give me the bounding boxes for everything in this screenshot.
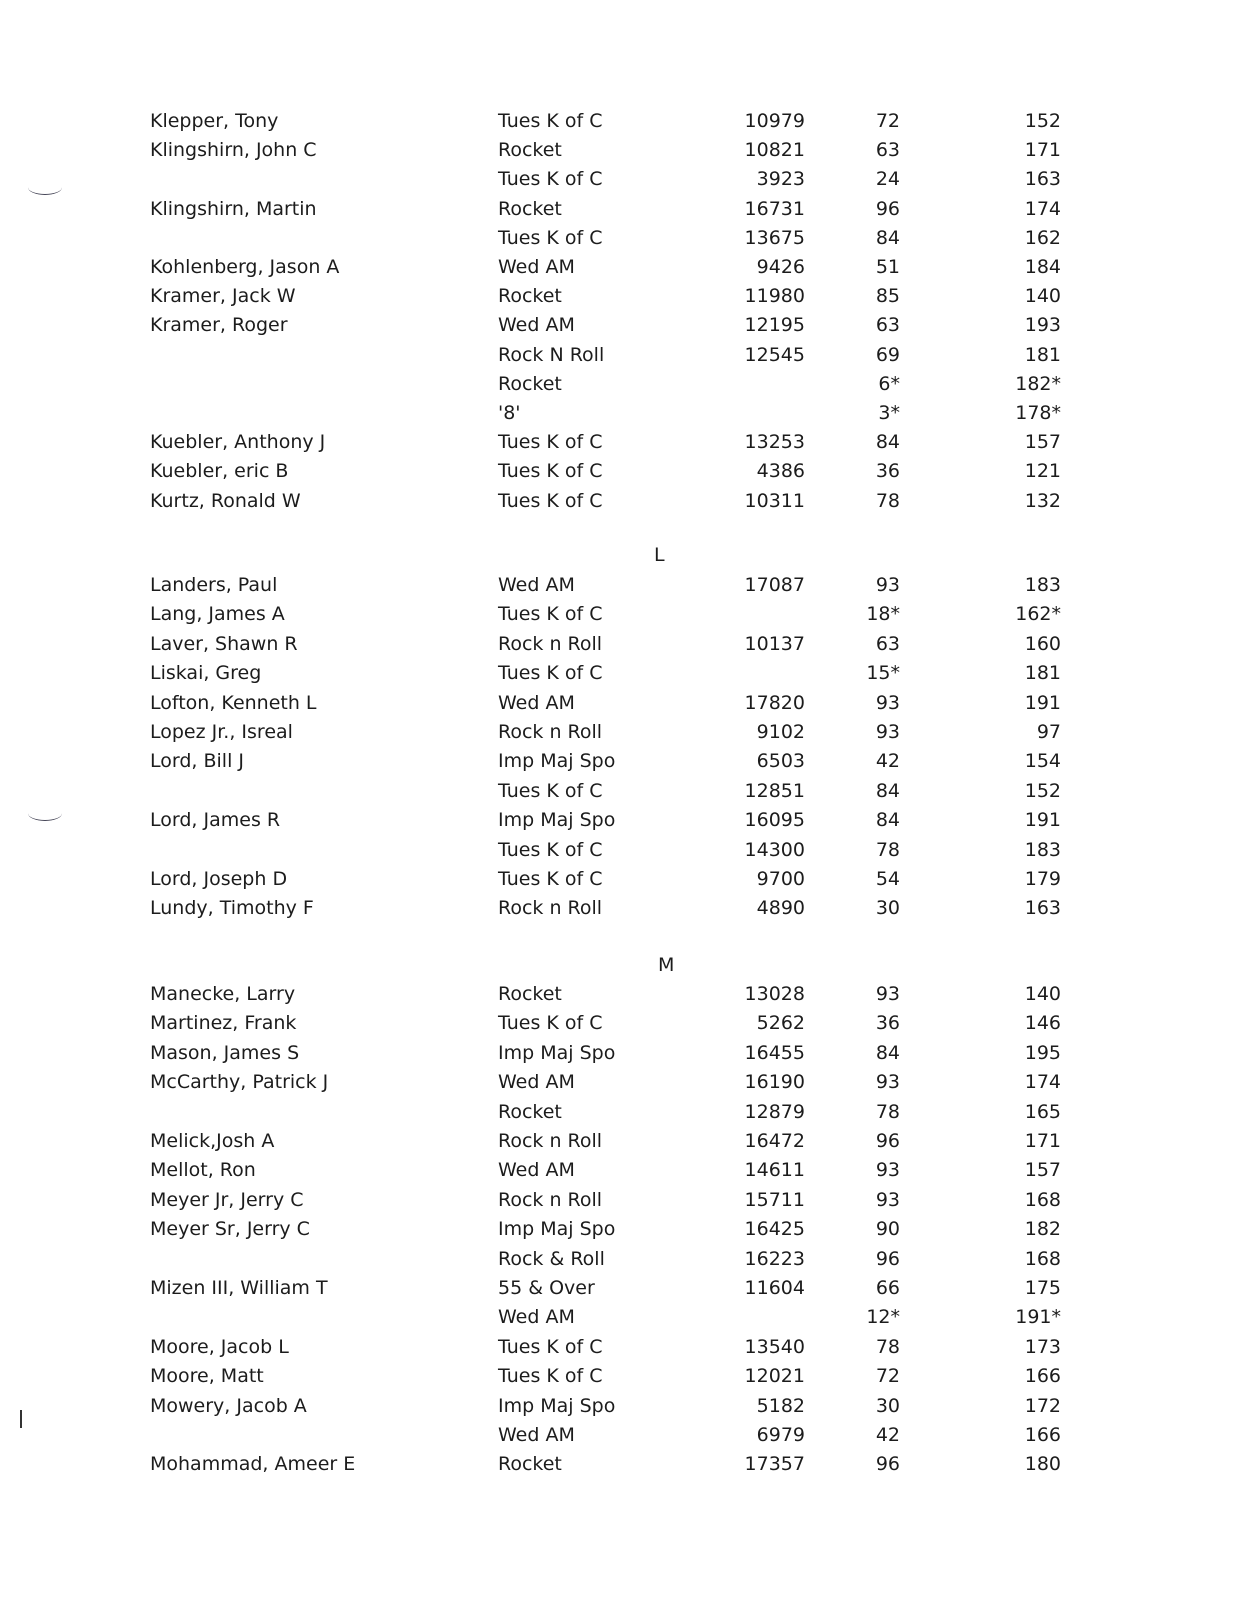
games-count: 30 bbox=[875, 1394, 900, 1417]
games-count: 93 bbox=[875, 574, 900, 596]
table-row bbox=[0, 252, 1245, 282]
table-row bbox=[0, 310, 1245, 340]
games-count: 78 bbox=[875, 489, 900, 512]
average-score: 140 bbox=[1024, 983, 1061, 1005]
table-row bbox=[0, 340, 1245, 370]
league-name: Tues K of C bbox=[498, 868, 603, 890]
league-name: Rocket bbox=[498, 1100, 562, 1123]
table-row bbox=[0, 629, 1245, 659]
league-name: Rock n Roll bbox=[498, 721, 603, 743]
table-row bbox=[0, 1214, 1245, 1244]
average-score: 181 bbox=[1024, 343, 1061, 366]
table-row bbox=[0, 1302, 1245, 1332]
average-score: 121 bbox=[1024, 460, 1061, 483]
league-name: Tues K of C bbox=[498, 226, 603, 249]
average-score: 183 bbox=[1024, 574, 1061, 596]
player-name: Landers, Paul bbox=[150, 574, 278, 596]
player-name: Mellot, Ron bbox=[150, 1159, 256, 1182]
league-name: Rocket bbox=[498, 197, 562, 220]
average-score: 140 bbox=[1024, 285, 1061, 308]
average-score: 163 bbox=[1024, 897, 1061, 920]
average-score: 181 bbox=[1024, 662, 1061, 685]
table-row bbox=[0, 106, 1245, 136]
pins-total: 4386 bbox=[756, 460, 805, 483]
games-count: 84 bbox=[875, 779, 900, 802]
average-score: 166 bbox=[1024, 1424, 1061, 1446]
table-row bbox=[0, 135, 1245, 165]
pins-total: 9700 bbox=[756, 868, 805, 890]
table-row bbox=[0, 658, 1245, 688]
average-score: 191 bbox=[1024, 691, 1061, 714]
player-name: Kohlenberg, Jason A bbox=[150, 256, 340, 278]
games-count: 84 bbox=[875, 226, 900, 249]
average-score: 179 bbox=[1024, 868, 1061, 890]
player-name: Klepper, Tony bbox=[150, 110, 279, 132]
league-name: Wed AM bbox=[498, 1424, 575, 1446]
average-score: 184 bbox=[1024, 256, 1061, 278]
table-row bbox=[0, 1244, 1245, 1274]
league-name: Rock n Roll bbox=[498, 1188, 603, 1211]
average-score: 146 bbox=[1024, 1012, 1061, 1035]
average-score: 195 bbox=[1024, 1041, 1061, 1064]
pins-total: 17820 bbox=[744, 691, 805, 714]
league-name: Tues K of C bbox=[498, 489, 603, 512]
league-name: Rocket bbox=[498, 285, 562, 308]
games-count: 42 bbox=[875, 750, 900, 773]
player-name: Lord, Joseph D bbox=[150, 868, 288, 890]
games-count: 96 bbox=[875, 1130, 900, 1152]
pins-total: 16095 bbox=[744, 809, 805, 832]
games-count: 78 bbox=[875, 838, 900, 861]
table-row bbox=[0, 1420, 1245, 1450]
average-score: 171 bbox=[1024, 139, 1061, 162]
league-name: '8' bbox=[498, 402, 521, 424]
games-count: 96 bbox=[875, 1247, 900, 1270]
pins-total: 6503 bbox=[756, 750, 805, 773]
table-row bbox=[0, 717, 1245, 747]
games-count: 78 bbox=[875, 1100, 900, 1123]
league-name: Tues K of C bbox=[498, 779, 603, 802]
player-name: Meyer Sr, Jerry C bbox=[150, 1218, 310, 1241]
games-count: 93 bbox=[875, 1159, 900, 1182]
table-row bbox=[0, 486, 1245, 516]
average-score: 168 bbox=[1024, 1247, 1061, 1270]
player-name: Kuebler, eric B bbox=[150, 460, 289, 483]
average-score: 157 bbox=[1024, 431, 1061, 454]
table-row bbox=[0, 164, 1245, 194]
pins-total: 16223 bbox=[744, 1247, 805, 1270]
games-count: 85 bbox=[875, 285, 900, 308]
average-score: 162 bbox=[1024, 226, 1061, 249]
league-name: Tues K of C bbox=[498, 1012, 603, 1035]
table-row bbox=[0, 599, 1245, 629]
pins-total: 11980 bbox=[744, 285, 805, 308]
league-name: Imp Maj Spo bbox=[498, 1041, 616, 1064]
league-name: Imp Maj Spo bbox=[498, 1218, 616, 1241]
pins-total: 16425 bbox=[744, 1218, 805, 1241]
average-score: 174 bbox=[1024, 197, 1061, 220]
games-count: 93 bbox=[875, 1071, 900, 1094]
games-count: 78 bbox=[875, 1335, 900, 1358]
pins-total: 17357 bbox=[744, 1453, 805, 1476]
league-name: Tues K of C bbox=[498, 662, 603, 685]
games-count: 42 bbox=[875, 1424, 900, 1446]
average-score: 180 bbox=[1024, 1453, 1061, 1476]
table-row bbox=[0, 281, 1245, 311]
league-name: Tues K of C bbox=[498, 431, 603, 454]
games-count: 18* bbox=[866, 603, 900, 626]
pins-total: 4890 bbox=[756, 897, 805, 920]
pins-total: 5262 bbox=[756, 1012, 805, 1035]
pins-total: 15711 bbox=[744, 1188, 805, 1211]
league-name: Imp Maj Spo bbox=[498, 750, 616, 773]
player-name: Moore, Matt bbox=[150, 1365, 264, 1388]
player-name: Mason, James S bbox=[150, 1041, 300, 1064]
pins-total: 16731 bbox=[744, 197, 805, 220]
pins-total: 9102 bbox=[756, 721, 805, 743]
table-row bbox=[0, 398, 1245, 428]
games-count: 36 bbox=[875, 460, 900, 483]
average-score: 173 bbox=[1024, 1335, 1061, 1358]
player-name: Mizen III, William T bbox=[150, 1277, 328, 1299]
player-name: Lofton, Kenneth L bbox=[150, 691, 317, 714]
table-row bbox=[0, 688, 1245, 718]
league-name: Tues K of C bbox=[498, 168, 603, 191]
games-count: 63 bbox=[875, 314, 900, 337]
league-name: Tues K of C bbox=[498, 603, 603, 626]
table-row bbox=[0, 835, 1245, 865]
pins-total: 16455 bbox=[744, 1041, 805, 1064]
league-name: Tues K of C bbox=[498, 1335, 603, 1358]
table-row bbox=[0, 1097, 1245, 1127]
pins-total: 12195 bbox=[744, 314, 805, 337]
league-name: Rocket bbox=[498, 372, 562, 395]
average-score: 157 bbox=[1024, 1159, 1061, 1182]
pins-total: 13028 bbox=[744, 983, 805, 1005]
player-name: Kurtz, Ronald W bbox=[150, 489, 301, 512]
table-row bbox=[0, 1126, 1245, 1156]
table-row bbox=[0, 1067, 1245, 1097]
games-count: 66 bbox=[875, 1277, 900, 1299]
league-name: Rock n Roll bbox=[498, 1130, 603, 1152]
pins-total: 3923 bbox=[756, 168, 805, 191]
average-score: 183 bbox=[1024, 838, 1061, 861]
games-count: 72 bbox=[875, 110, 900, 132]
pins-total: 12545 bbox=[744, 343, 805, 366]
average-score: 172 bbox=[1024, 1394, 1061, 1417]
average-score: 160 bbox=[1024, 632, 1061, 655]
player-name: Laver, Shawn R bbox=[150, 632, 298, 655]
average-score: 132 bbox=[1024, 489, 1061, 512]
average-score: 182 bbox=[1024, 1218, 1061, 1241]
section-letter-heading: M bbox=[658, 954, 675, 976]
games-count: 93 bbox=[875, 1188, 900, 1211]
pins-total: 13675 bbox=[744, 226, 805, 249]
average-score: 182* bbox=[1015, 372, 1061, 395]
pins-total: 10821 bbox=[744, 139, 805, 162]
average-score: 191 bbox=[1024, 809, 1061, 832]
player-name: Lord, Bill J bbox=[150, 750, 245, 773]
average-score: 193 bbox=[1024, 314, 1061, 337]
player-name: Meyer Jr, Jerry C bbox=[150, 1188, 304, 1211]
player-name: Lang, James A bbox=[150, 603, 285, 626]
pins-total: 5182 bbox=[756, 1394, 805, 1417]
table-row bbox=[0, 893, 1245, 923]
table-row bbox=[0, 194, 1245, 224]
games-count: 12* bbox=[866, 1306, 900, 1329]
pins-total: 10137 bbox=[744, 632, 805, 655]
table-row bbox=[0, 570, 1245, 600]
player-name: Melick,Josh A bbox=[150, 1130, 275, 1152]
pins-total: 9426 bbox=[756, 256, 805, 278]
games-count: 72 bbox=[875, 1365, 900, 1388]
league-name: Tues K of C bbox=[498, 460, 603, 483]
player-name: Mohammad, Ameer E bbox=[150, 1453, 356, 1476]
average-score: 97 bbox=[1036, 721, 1061, 743]
league-name: Rock n Roll bbox=[498, 632, 603, 655]
league-name: Imp Maj Spo bbox=[498, 1394, 616, 1417]
league-name: Wed AM bbox=[498, 691, 575, 714]
table-row bbox=[0, 1155, 1245, 1185]
table-row bbox=[0, 746, 1245, 776]
average-score: 163 bbox=[1024, 168, 1061, 191]
player-name: Lopez Jr., Isreal bbox=[150, 721, 293, 743]
table-row bbox=[0, 369, 1245, 399]
league-name: Tues K of C bbox=[498, 110, 603, 132]
pins-total: 14611 bbox=[744, 1159, 805, 1182]
league-name: Rocket bbox=[498, 1453, 562, 1476]
games-count: 84 bbox=[875, 431, 900, 454]
table-row bbox=[0, 979, 1245, 1009]
table-row bbox=[0, 1449, 1245, 1479]
average-score: 152 bbox=[1024, 110, 1061, 132]
average-score: 174 bbox=[1024, 1071, 1061, 1094]
table-row bbox=[0, 1185, 1245, 1215]
games-count: 51 bbox=[875, 256, 900, 278]
average-score: 168 bbox=[1024, 1188, 1061, 1211]
player-name: Moore, Jacob L bbox=[150, 1335, 289, 1358]
pins-total: 6979 bbox=[756, 1424, 805, 1446]
pins-total: 12879 bbox=[744, 1100, 805, 1123]
average-score: 171 bbox=[1024, 1130, 1061, 1152]
player-name: McCarthy, Patrick J bbox=[150, 1071, 329, 1094]
player-name: Lord, James R bbox=[150, 809, 281, 832]
league-name: Rock n Roll bbox=[498, 897, 603, 920]
pins-total: 10979 bbox=[744, 110, 805, 132]
player-name: Kuebler, Anthony J bbox=[150, 431, 326, 454]
player-name: Klingshirn, Martin bbox=[150, 197, 317, 220]
games-count: 54 bbox=[875, 868, 900, 890]
table-row bbox=[0, 864, 1245, 894]
player-name: Liskai, Greg bbox=[150, 662, 262, 685]
table-row bbox=[0, 427, 1245, 457]
pins-total: 10311 bbox=[744, 489, 805, 512]
table-row bbox=[0, 1332, 1245, 1362]
league-name: 55 & Over bbox=[498, 1277, 595, 1299]
table-row bbox=[0, 1361, 1245, 1391]
games-count: 96 bbox=[875, 197, 900, 220]
average-score: 175 bbox=[1024, 1277, 1061, 1299]
games-count: 84 bbox=[875, 1041, 900, 1064]
average-score: 178* bbox=[1015, 402, 1061, 424]
average-score: 162* bbox=[1015, 603, 1061, 626]
pins-total: 13540 bbox=[744, 1335, 805, 1358]
games-count: 6* bbox=[878, 372, 900, 395]
games-count: 93 bbox=[875, 691, 900, 714]
games-count: 30 bbox=[875, 897, 900, 920]
league-name: Rock & Roll bbox=[498, 1247, 605, 1270]
games-count: 93 bbox=[875, 721, 900, 743]
pins-total: 12021 bbox=[744, 1365, 805, 1388]
table-row bbox=[0, 776, 1245, 806]
league-name: Wed AM bbox=[498, 1159, 575, 1182]
league-name: Tues K of C bbox=[498, 838, 603, 861]
table-row bbox=[0, 1038, 1245, 1068]
league-name: Rocket bbox=[498, 983, 562, 1005]
league-name: Wed AM bbox=[498, 314, 575, 337]
pins-total: 16472 bbox=[744, 1130, 805, 1152]
player-name: Kramer, Jack W bbox=[150, 285, 296, 308]
pins-total: 17087 bbox=[744, 574, 805, 596]
league-name: Wed AM bbox=[498, 1071, 575, 1094]
league-name: Wed AM bbox=[498, 1306, 575, 1329]
table-row bbox=[0, 805, 1245, 835]
table-row bbox=[0, 223, 1245, 253]
games-count: 63 bbox=[875, 632, 900, 655]
games-count: 96 bbox=[875, 1453, 900, 1476]
table-row bbox=[0, 1273, 1245, 1303]
player-name: Manecke, Larry bbox=[150, 983, 296, 1005]
table-row bbox=[0, 1391, 1245, 1421]
player-name: Lundy, Timothy F bbox=[150, 897, 314, 920]
games-count: 90 bbox=[875, 1218, 900, 1241]
pins-total: 11604 bbox=[744, 1277, 805, 1299]
average-score: 154 bbox=[1024, 750, 1061, 773]
league-name: Rocket bbox=[498, 139, 562, 162]
player-name: Martinez, Frank bbox=[150, 1012, 297, 1035]
player-name: Mowery, Jacob A bbox=[150, 1394, 307, 1417]
player-name: Kramer, Roger bbox=[150, 314, 288, 337]
games-count: 69 bbox=[875, 343, 900, 366]
pins-total: 14300 bbox=[744, 838, 805, 861]
pins-total: 13253 bbox=[744, 431, 805, 454]
average-score: 191* bbox=[1015, 1306, 1061, 1329]
league-name: Imp Maj Spo bbox=[498, 809, 616, 832]
games-count: 24 bbox=[875, 168, 900, 191]
games-count: 63 bbox=[875, 139, 900, 162]
league-name: Rock N Roll bbox=[498, 343, 605, 366]
pins-total: 12851 bbox=[744, 779, 805, 802]
table-row bbox=[0, 456, 1245, 486]
games-count: 93 bbox=[875, 983, 900, 1005]
player-name: Klingshirn, John C bbox=[150, 139, 317, 162]
average-score: 152 bbox=[1024, 779, 1061, 802]
league-name: Wed AM bbox=[498, 256, 575, 278]
games-count: 15* bbox=[866, 662, 900, 685]
games-count: 36 bbox=[875, 1012, 900, 1035]
table-row bbox=[0, 1008, 1245, 1038]
average-score: 166 bbox=[1024, 1365, 1061, 1388]
games-count: 3* bbox=[878, 402, 900, 424]
games-count: 84 bbox=[875, 809, 900, 832]
pins-total: 16190 bbox=[744, 1071, 805, 1094]
league-name: Wed AM bbox=[498, 574, 575, 596]
league-name: Tues K of C bbox=[498, 1365, 603, 1388]
average-score: 165 bbox=[1024, 1100, 1061, 1123]
section-letter-heading: L bbox=[654, 544, 665, 566]
